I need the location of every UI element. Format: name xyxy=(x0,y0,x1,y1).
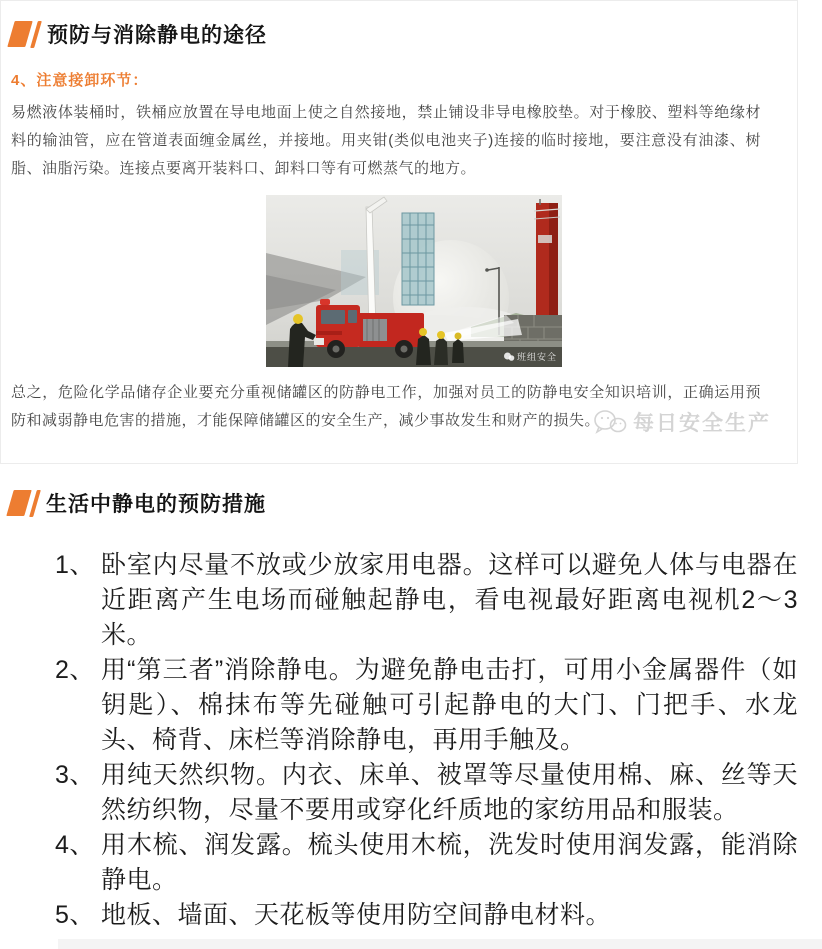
list-item xyxy=(55,548,798,653)
list-item-text: 用木梳、润发露。梳头使用木梳，洗发时使用润发露，能消除静电。 xyxy=(101,831,798,894)
fire-drill-photo xyxy=(266,195,562,367)
list-item-text: 用纯天然织物。内衣、床单、被罩等尽量使用棉、麻、丝等天然纺织物，尽量不要用或穿化纤质地的家纺用品和服装。 xyxy=(101,761,798,824)
photo-watermark-text: 班组安全 xyxy=(516,352,557,362)
section-daily-life-prevention xyxy=(0,464,822,933)
section1-title: 预防与消除静电的途径 xyxy=(47,24,267,47)
list-item xyxy=(55,653,798,758)
brand-watermark-text: 每日安全生产 xyxy=(633,412,771,435)
orange-slash-icon xyxy=(11,21,38,48)
section1-paragraph-1: 易燃液体装桶时，铁桶应放置在导电地面上使之自然接地，禁止铺设非导电橡胶垫。对于橡胶、塑料等绝缘材料的输油管，应在管道表面缠金属丝，并接地。用夹钳(类似电池夹子)连接的临时接地，要注意没有油漆、树脂、油脂污染。连接点要离开装料口、卸料口等有可燃蒸气的地方。 xyxy=(11,104,761,177)
wechat-icon xyxy=(503,352,515,362)
list-item-text: 卧室内尽量不放或少放家用电器。这样可以避免人体与电器在近距离产生电场而碰触起静电，看电视最好距离电视机2～3米。 xyxy=(101,551,798,649)
list-item-number: 2、 xyxy=(55,656,95,684)
section1-paragraph-2: 总之，危险化学品储存企业要充分重视储罐区的防静电工作，加强对员工的防静电安全知识培训，正确运用预防和减弱静电危害的措施，才能保障储罐区的安全生产，减少事故发生和财产的损失。 xyxy=(11,384,761,429)
prevention-tips-list xyxy=(55,548,798,933)
bottom-divider-bar xyxy=(58,939,822,949)
section2-header xyxy=(10,488,798,518)
photo-watermark xyxy=(503,350,557,363)
fire-drill-photo-graphic xyxy=(266,195,562,367)
list-item xyxy=(55,758,798,828)
list-item-number: 4、 xyxy=(55,831,95,859)
orange-slash-icon xyxy=(10,490,37,517)
list-item-text: 地板、墙面、天花板等使用防空间静电材料。 xyxy=(101,901,612,929)
brand-watermark xyxy=(593,407,771,437)
section2-title: 生活中静电的预防措施 xyxy=(46,493,266,516)
wechat-icon xyxy=(593,409,627,435)
list-item xyxy=(55,828,798,898)
list-item-number: 5、 xyxy=(55,901,95,929)
list-item xyxy=(55,898,798,933)
section-card-static-prevention xyxy=(0,0,798,464)
section1-subtitle: 4、注意接卸环节： xyxy=(11,72,149,89)
list-item-number: 3、 xyxy=(55,761,95,789)
list-item-text: 用“第三者”消除静电。为避免静电击打，可用小金属器件（如钥匙）、棉抹布等先碰触可引起静电的大门、门把手、水龙头、椅背、床栏等消除静电，再用手触及。 xyxy=(101,656,798,754)
section1-header xyxy=(11,19,761,49)
list-item-number: 1、 xyxy=(55,551,95,579)
